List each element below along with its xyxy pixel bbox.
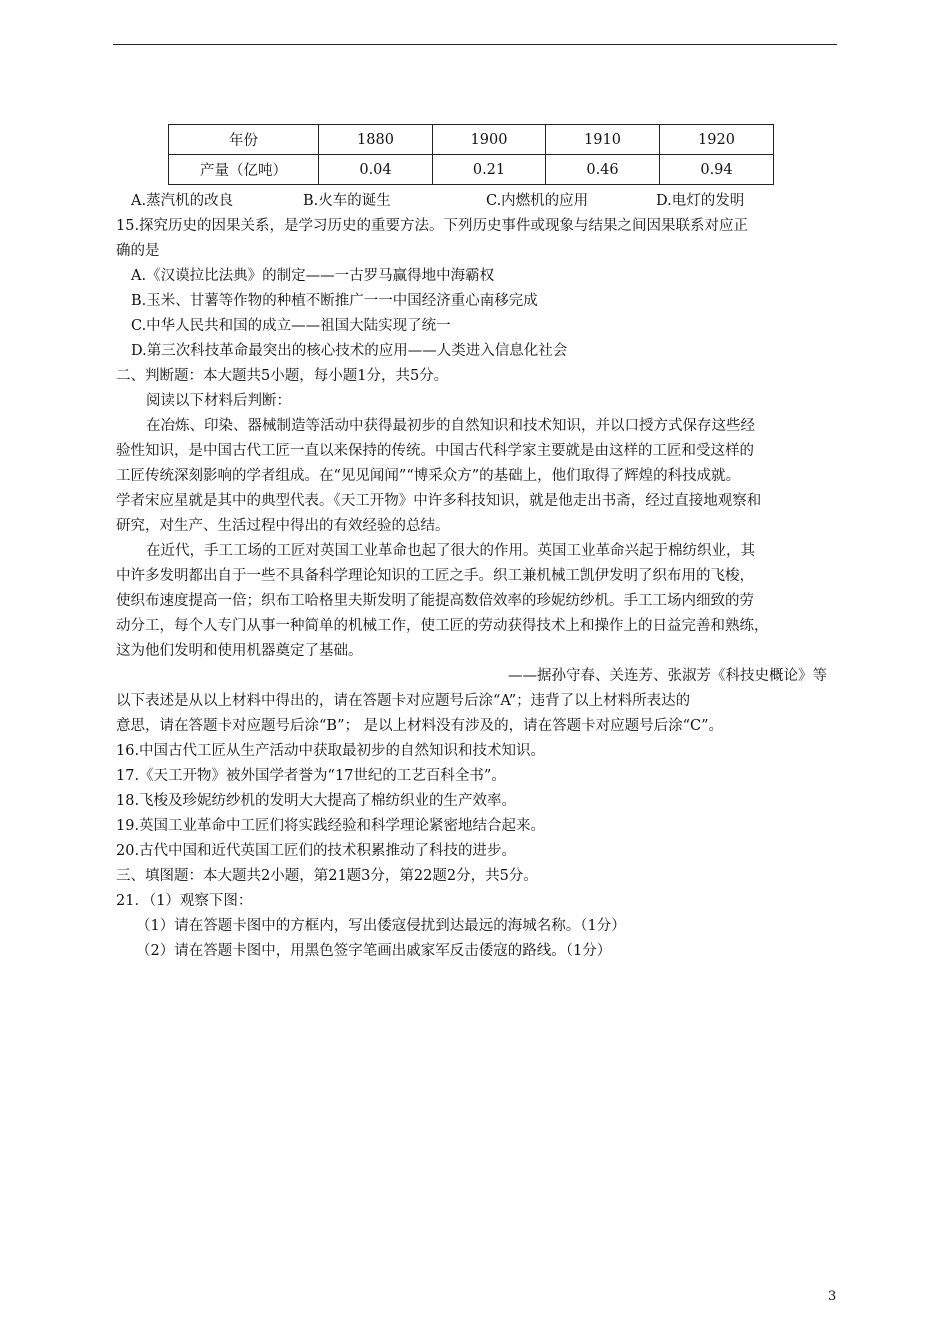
material-p2-line: 中许多发明都出自于一些不具备科学理论知识的工匠之手。织工兼机械工凯伊发明了织布用的飞梭，: [116, 568, 754, 584]
q14-option-a: A.蒸汽机的改良: [131, 193, 234, 209]
question-20: 20.古代中国和近代英国工匠们的技术积累推动了科技的进步。: [116, 843, 517, 859]
q14-option-b: B.火车的诞生: [303, 193, 391, 209]
table-row: [169, 155, 774, 185]
material-p2-line: 这为他们发明和使用机器奠定了基础。: [116, 643, 363, 659]
table-header-cell: 1920: [660, 125, 774, 155]
production-table: [168, 124, 774, 185]
table-header-cell: 年份: [169, 125, 319, 155]
q15-option-a: A.《汉谟拉比法典》的制定——一古罗马赢得地中海霸权: [131, 268, 495, 284]
material-p1-line: 工匠传统深刻影响的学者组成。在“见见闻闻”“博采众方”的基础上，他们取得了辉煌的科技成就。: [116, 468, 741, 484]
question-16: 16.中国古代工匠从生产活动中获取最初步的自然知识和技术知识。: [116, 743, 546, 759]
reading-intro: 阅读以下材料后判断：: [146, 393, 291, 409]
q14-options: [131, 191, 744, 211]
page-number: 3: [828, 1289, 837, 1304]
table-header-cell: 1910: [546, 125, 660, 155]
material-p1-line: 在冶炼、印染、器械制造等活动中获得最初步的自然知识和技术知识，并以口授方式保存这些经: [146, 418, 755, 434]
question-17: 17.《天工开物》被外国学者誉为“17世纪的工艺百科全书”。: [116, 768, 506, 784]
question-21-part2: （2）请在答题卡图中，用黑色签字笔画出戚家军反击倭寇的路线。（1分）: [136, 943, 612, 959]
q15-option-d: D.第三次科技革命最突出的核心技术的应用——人类进入信息化社会: [131, 343, 568, 359]
table-cell: 0.04: [319, 155, 433, 185]
header-rule: [113, 44, 837, 45]
section3-title: 三、填图题：本大题共2小题，第21题3分，第22题2分，共5分。: [116, 868, 538, 884]
material-p2-line: 使织布速度提高一倍；织布工哈格里夫斯发明了能提高数倍效率的珍妮纺纱机。手工工场内细致的劳: [116, 593, 754, 609]
table-header-cell: 1880: [319, 125, 433, 155]
table-header-cell: 1900: [433, 125, 546, 155]
judge-instructions-cont: 意思，请在答题卡对应题号后涂“B”； 是以上材料没有涉及的，请在答题卡对应题号后涂“C”。: [116, 718, 724, 734]
question-21-part1: （1）请在答题卡图中的方框内，写出倭寇侵扰到达最远的海城名称。（1分）: [136, 918, 626, 934]
q15-stem: 15.探究历史的因果关系，是学习历史的重要方法。下列历史事件或现象与结果之间因果联系对应正: [116, 218, 749, 234]
material-p1-line: 验性知识，是中国古代工匠一直以来保持的传统。中国古代科学家主要就是由这样的工匠和受这样的: [116, 443, 754, 459]
material-source: ——据孙守春、关连芳、张淑芳《科技史概论》等: [508, 668, 827, 684]
q15-option-c: C.中华人民共和国的成立——祖国大陆实现了统一: [131, 318, 451, 334]
material-p1-line: 学者宋应星就是其中的典型代表。《天工开物》中许多科技知识，就是他走出书斋，经过直接地观察和: [116, 493, 762, 509]
table-cell: 产量（亿吨）: [169, 155, 319, 185]
q15-option-b: B.玉米、甘薯等作物的种植不断推广一一中国经济重心南移完成: [131, 293, 538, 309]
material-p2-line: 在近代，手工工场的工匠对英国工业革命也起了很大的作用。英国工业革命兴起于棉纺织业，其: [146, 543, 755, 559]
question-21: 21．（1）观察下图：: [116, 893, 253, 909]
material-p2-line: 动分工，每个人专门从事一种简单的机械工作，使工匠的劳动获得技术上和操作上的日益完善和熟练，: [116, 618, 769, 634]
q15-stem-cont: 确的是: [116, 243, 160, 259]
question-18: 18.飞梭及珍妮纺纱机的发明大大提高了棉纺织业的生产效率。: [116, 793, 517, 809]
q14-option-d: D.电灯的发明: [656, 193, 745, 209]
q14-option-c: C.内燃机的应用: [486, 193, 589, 209]
question-19: 19.英国工业革命中工匠们将实践经验和科学理论紧密地结合起来。: [116, 818, 546, 834]
judge-instructions: 以下表述是从以上材料中得出的，请在答题卡对应题号后涂“A”；违背了以上材料所表达的: [116, 693, 691, 709]
table-cell: 0.46: [546, 155, 660, 185]
material-p1-line: 研究，对生产、生活过程中得出的有效经验的总结。: [116, 518, 450, 534]
table-row: [169, 125, 774, 155]
table-cell: 0.21: [433, 155, 546, 185]
table-cell: 0.94: [660, 155, 774, 185]
section2-title: 二、判断题：本大题共5小题，每小题1分，共5分。: [116, 368, 449, 384]
